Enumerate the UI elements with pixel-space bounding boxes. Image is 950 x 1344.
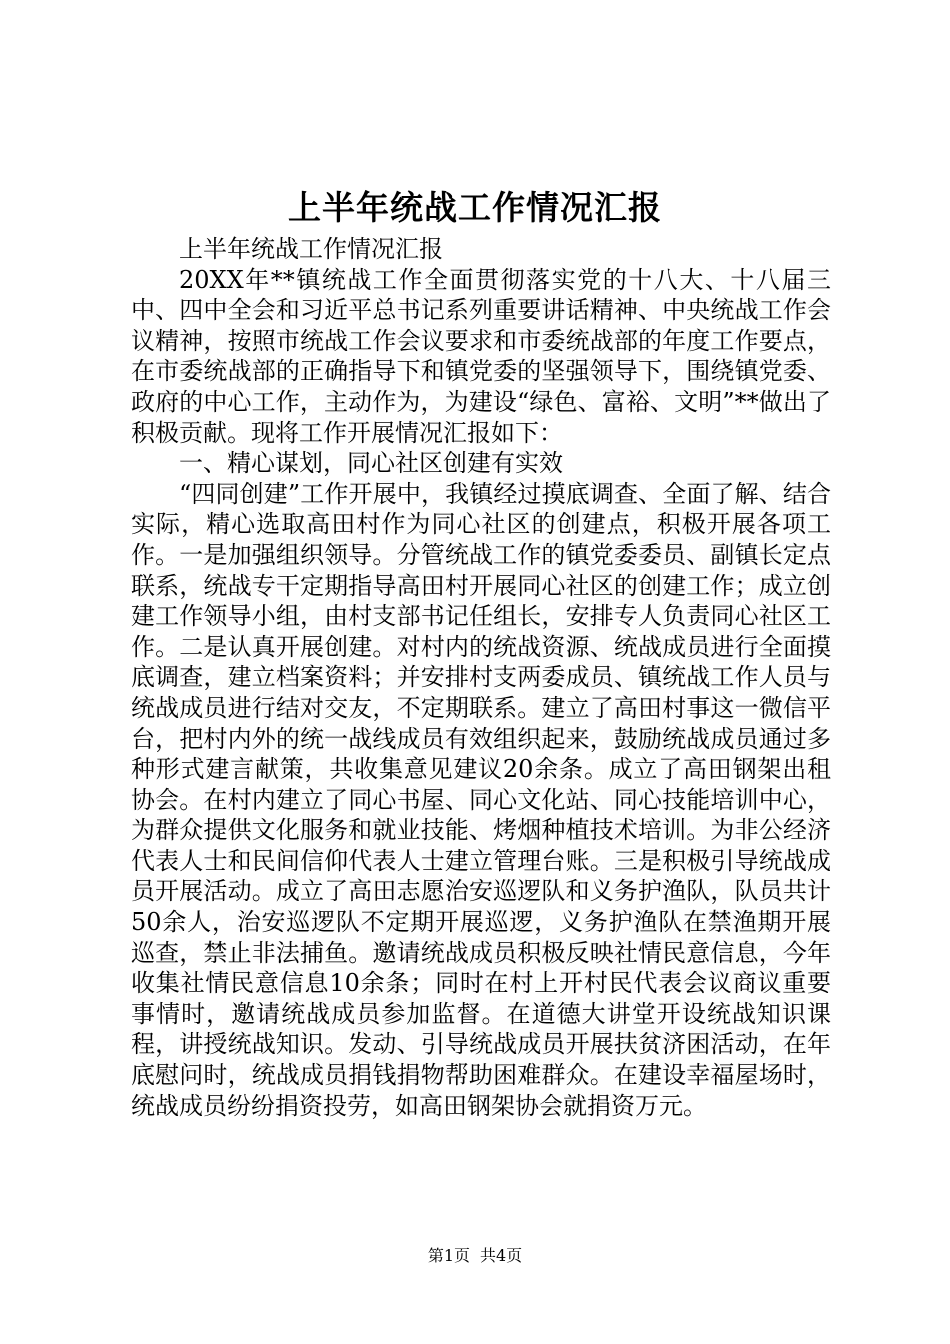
- document-title: 上半年统战工作情况汇报: [288, 188, 662, 227]
- paragraph-section-1: “四同创建”工作开展中，我镇经过摸底调查、全面了解、结合实际，精心选取高田村作为同心社区的创建点，积极开展各项工作。一是加强组织领导。分管统战工作的镇党委委员、副镇长定点联系，统战专干定期指导高田村开展同心社区的创建工作；成立创建工作领导小组，由村支部书记任组长，安排专人负责同心社区工作。二是认真开展创建。对村内的统战资源、统战成员进行全面摸底调查，建立档案资料；并安排村支两委成员、镇统战工作人员与统战成员进行结对交友，不定期联系。建立了高田村事这一微信平台，把村内外的统一战线成员有效组织起来，鼓励统战成员通过多种形式建言献策，共收集意见建议20余条。成立了高田钢架出租协会。在村内建立了同心书屋、同心文化站、同心技能培训中心，为群众提供文化服务和就业技能、烤烟种植技术培训。为非公经济代表人士和民间信仰代表人士建立管理台账。三是积极引导统战成员开展活动。成立了高田志愿治安巡逻队和义务护渔队，队员共计50余人，治安巡逻队不定期开展巡逻，义务护渔队在禁渔期开展巡查，禁止非法捕鱼。邀请统战成员积极反映社情民意信息，今年收集社情民意信息10余条；同时在村上开村民代表会议商议重要事情时，邀请统战成员参加监督。在道德大讲堂开设统战知识课程，讲授统战知识。发动、引导统战成员开展扶贫济困活动，在年底慰问时，统战成员捐钱捐物帮助困难群众。在建设幸福屋场时，统战成员纷纷捐资投劳，如高田钢架协会就捐资万元。: [131, 479, 831, 1120]
- paragraph-intro: 20XX年**镇统战工作全面贯彻落实党的十八大、十八届三中、四中全会和习近平总书记系列重要讲话精神、中央统战工作会议精神，按照市统战工作会议要求和市委统战部的年度工作要点，在市委统战部的正确指导下和镇党委的坚强领导下，围绕镇党委、政府的中心工作，主动作为，为建设“绿色、富裕、文明”**做出了积极贡献。现将工作开展情况汇报如下：: [131, 265, 831, 447]
- page-number: 第1页: [427, 1246, 470, 1265]
- paragraph-heading-repeat: 上半年统战工作情况汇报: [179, 235, 443, 263]
- section-heading-1: 一、精心谋划，同心社区创建有实效: [179, 449, 563, 478]
- page-footer: [0, 1245, 950, 1267]
- document-body: [131, 234, 831, 1121]
- page-total: 共4页: [480, 1246, 523, 1265]
